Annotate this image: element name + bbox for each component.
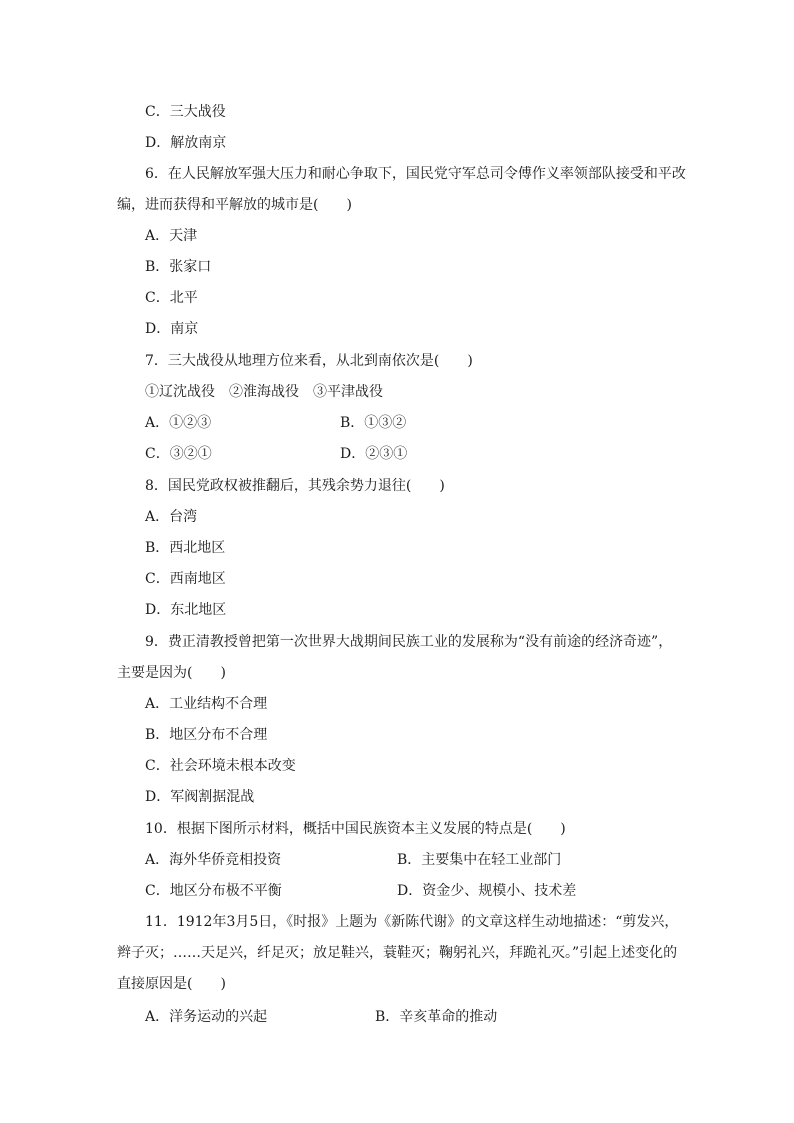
- q8-option-b: B．西北地区: [145, 540, 226, 556]
- q8-stem: 8．国民党政权被推翻后，其残余势力退往( ): [145, 478, 445, 494]
- q10-stem: 10．根据下图所示材料，概括中国民族资本主义发展的特点是( ): [145, 821, 566, 837]
- q7-items: ①辽沈战役 ②淮海战役 ③平津战役: [145, 384, 383, 400]
- q11-stem-line1: 11．1912年3月5日，《时报》上题为《新陈代谢》的文章这样生动地描述：“剪发兴，: [145, 914, 679, 930]
- q11-stem-line3: 直接原因是( ): [117, 976, 226, 992]
- q7-stem: 7．三大战役从地理方位来看，从北到南依次是( ): [145, 353, 473, 369]
- q9-stem-line1: 9．费正清教授曾把第一次世界大战期间民族工业的发展称为“没有前途的经济奇迹”，: [145, 634, 673, 650]
- q10-option-c: C．地区分布极不平衡: [145, 883, 282, 899]
- q6-option-c: C．北平: [145, 290, 198, 306]
- q9-option-a: A．工业结构不合理: [145, 696, 268, 712]
- q9-option-d: D．军阀割据混战: [145, 789, 255, 805]
- q10-option-d: D．资金少、规模小、技术差: [397, 883, 577, 899]
- q9-option-b: B．地区分布不合理: [145, 727, 268, 743]
- q7-option-a: A．①②③: [145, 415, 212, 431]
- q9-option-c: C．社会环境未根本改变: [145, 758, 296, 774]
- q6-stem-line1: 6．在人民解放军强大压力和耐心争取下，国民党守军总司令傅作义率领部队接受和平改: [145, 166, 686, 182]
- q11-stem-line2: 辫子灭；……天足兴，纤足灭；放足鞋兴，蓑鞋灭；鞠躬礼兴，拜跪礼灭。”引起上述变化的: [117, 945, 678, 961]
- q7-option-d: D．②③①: [340, 446, 408, 462]
- q8-option-a: A．台湾: [145, 509, 198, 525]
- q6-stem-line2: 编，进而获得和平解放的城市是( ): [117, 197, 352, 213]
- q9-stem-line2: 主要是因为( ): [117, 665, 226, 681]
- q8-option-d: D．东北地区: [145, 602, 227, 618]
- q7-option-b: B．①③②: [340, 415, 407, 431]
- q11-option-b: B．辛亥革命的推动: [375, 1009, 498, 1025]
- q10-option-a: A．海外华侨竞相投资: [145, 852, 282, 868]
- q5-option-c: C．三大战役: [145, 104, 226, 120]
- q6-option-a: A．天津: [145, 228, 198, 244]
- q11-option-a: A．洋务运动的兴起: [145, 1009, 268, 1025]
- q7-option-c: C．③②①: [145, 446, 212, 462]
- q6-option-d: D．南京: [145, 321, 199, 337]
- q8-option-c: C．西南地区: [145, 571, 226, 587]
- q10-option-b: B．主要集中在轻工业部门: [397, 852, 562, 868]
- q6-option-b: B．张家口: [145, 259, 212, 275]
- q5-option-d: D．解放南京: [145, 135, 227, 151]
